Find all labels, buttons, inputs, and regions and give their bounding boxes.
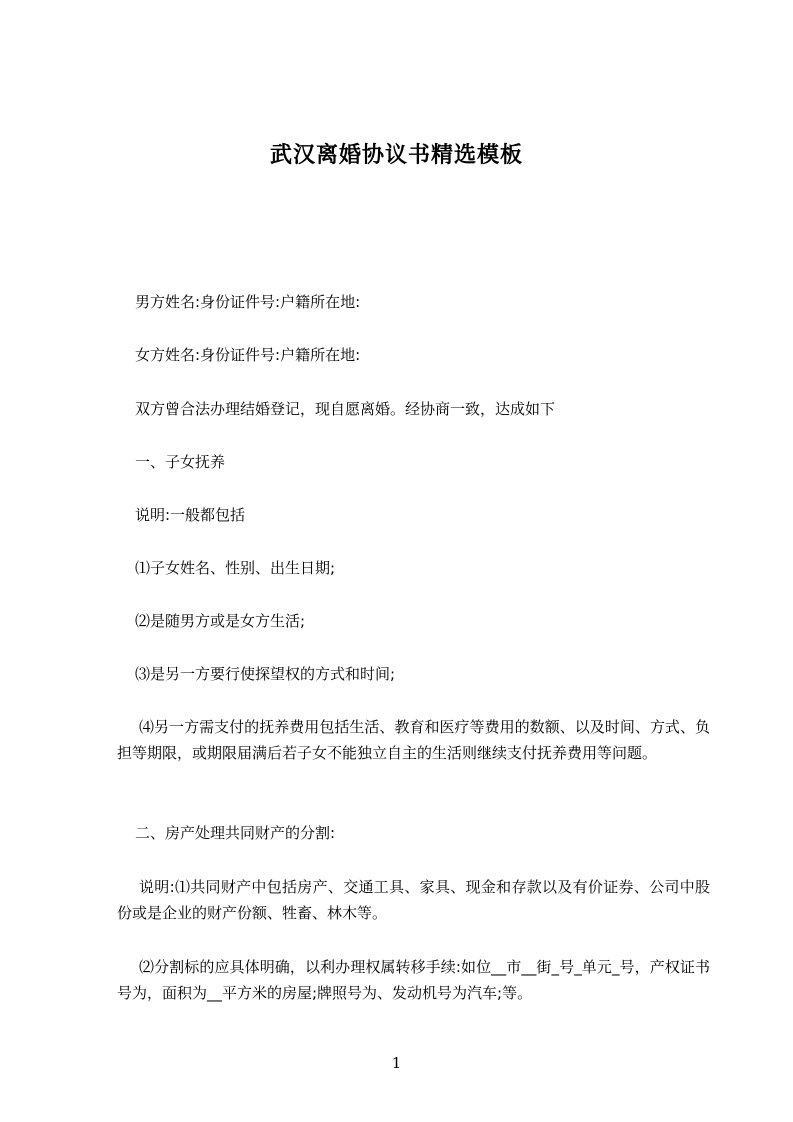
paragraph-agreement-intro: 双方曾合法办理结婚登记，现自愿离婚。经协商一致，达成如下 [135, 400, 556, 418]
list-item-support-payment: ⑷另一方需支付的抚养费用包括生活、教育和医疗等费用的数额、以及时间、方式、负担等期限，或期限届满后若子女不能独立自主的生活则继续支付抚养费用等问题。 [117, 718, 710, 762]
paragraph-note-general: 说明:一般都包括 [135, 506, 246, 524]
list-item-visitation: ⑶是另一方要行使探望权的方式和时间; [135, 665, 396, 683]
section-heading-child-support: 一、子女抚养 [135, 453, 226, 471]
page-number: 1 [391, 1054, 402, 1072]
paragraph-female-info: 女方姓名:身份证件号:户籍所在地: [135, 346, 361, 364]
paragraph-male-info: 男方姓名:身份证件号:户籍所在地: [135, 293, 361, 311]
list-item-custody: ⑵是随男方或是女方生活; [135, 612, 306, 630]
list-item-child-details: ⑴子女姓名、性别、出生日期; [135, 559, 336, 577]
paragraph-property-note: 说明:⑴共同财产中包括房产、交通工具、家具、现金和存款以及有价证券、公司中股份或是企业的财产份额、牲畜、林木等。 [117, 878, 710, 922]
section-heading-property: 二、房产处理共同财产的分割: [135, 824, 336, 842]
paragraph-property-division: ⑵分割标的应具体明确，以利办理权属转移手续:如位__市__街_号_单元_号，产权证书号为，面积为__平方米的房屋;牌照号为、发动机号为汽车;等。 [117, 958, 710, 1002]
document-title: 武汉离婚协议书精选模板 [269, 143, 523, 168]
